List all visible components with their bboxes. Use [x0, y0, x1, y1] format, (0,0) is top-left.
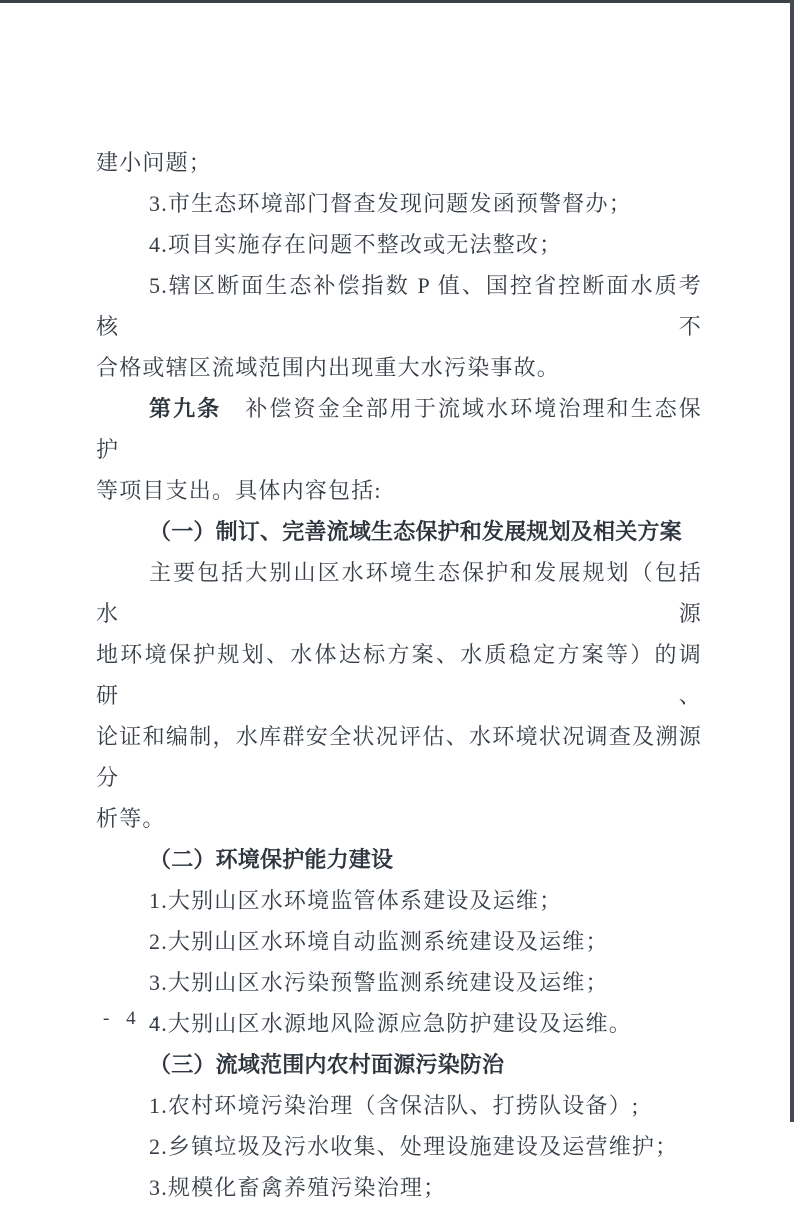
doc-line: 1.农村环境污染治理（含保洁队、打捞队设备）;: [149, 1093, 640, 1118]
doc-line: 2.乡镇垃圾及污水收集、处理设施建设及运营维护；: [149, 1134, 679, 1159]
article-number: 第九条: [149, 396, 222, 421]
doc-line: 3.规模化畜禽养殖污染治理；: [149, 1175, 447, 1200]
document-body: [96, 142, 702, 1208]
doc-line: 3.大别山区水污染预警监测系统建设及运维；: [149, 970, 609, 995]
page-number: - 4 -: [103, 1008, 165, 1029]
doc-line: 合格或辖区流域范围内出现重大水污染事故。: [96, 355, 561, 380]
doc-line: 主要包括大别山区水环境生态保护和发展规划（包括水源: [96, 560, 702, 626]
doc-line: 1.大别山区水环境监管体系建设及运维；: [149, 888, 563, 913]
doc-line: 等项目支出。具体内容包括:: [96, 478, 382, 503]
article-nine-line: [96, 388, 702, 470]
doc-line: 3.市生态环境部门督查发现问题发函预警督办；: [149, 191, 632, 216]
scan-edge-top: [0, 0, 794, 3]
doc-line: 地环境保护规划、水体达标方案、水质稳定方案等）的调研、: [96, 642, 702, 708]
doc-line: 论证和编制，水库群安全状况评估、水环境状况调查及溯源分: [96, 724, 702, 790]
section-heading-3: （三）流域范围内农村面源污染防治: [149, 1052, 505, 1077]
doc-line: 建小问题；: [96, 150, 213, 175]
doc-line: 析等。: [96, 806, 166, 831]
section-heading-1: （一）制订、完善流域生态保护和发展规划及相关方案: [149, 519, 682, 544]
article-text: 补偿资金全部用于流域水环境治理和生态保护: [96, 396, 702, 462]
doc-line: 4.大别山区水源地风险源应急防护建设及运维。: [149, 1011, 632, 1036]
doc-line: 2.大别山区水环境自动监测系统建设及运维；: [149, 929, 609, 954]
section-heading-2: （二）环境保护能力建设: [149, 847, 394, 872]
doc-line: 4.项目实施存在问题不整改或无法整改；: [149, 232, 563, 257]
scan-edge-right: [790, 0, 794, 1122]
doc-line: 5.辖区断面生态补偿指数 P 值、国控省控断面水质考核不: [96, 273, 702, 339]
